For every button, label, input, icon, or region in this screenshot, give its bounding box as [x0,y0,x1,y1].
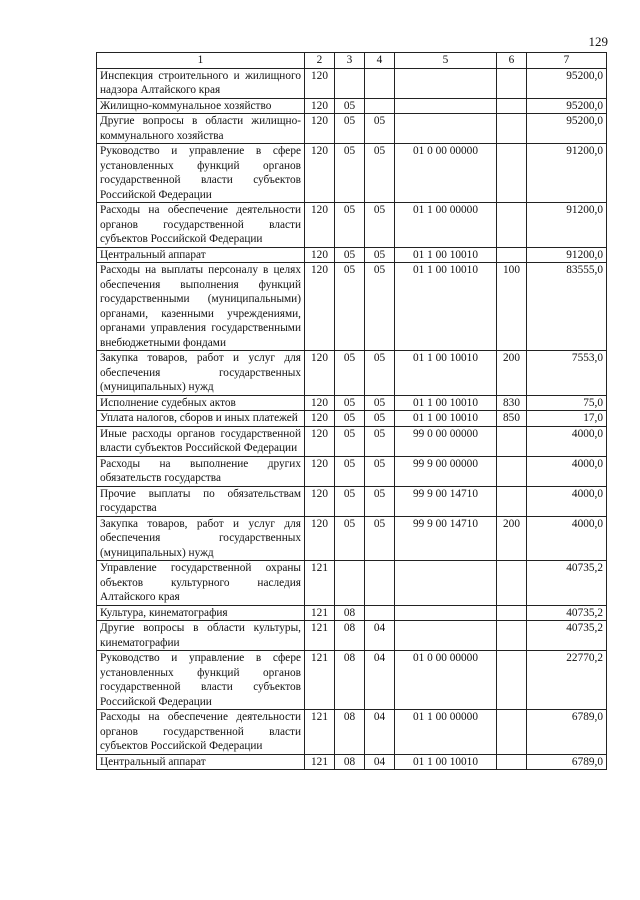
subsection-code-cell: 04 [365,651,395,710]
amount-cell: 4000,0 [527,456,607,486]
target-article-code-cell [395,605,497,621]
item-name-cell: Руководство и управление в сфере установленных функций органов государственной власти субъектов Российской Федерации [97,651,305,710]
admin-code-cell: 120 [305,426,335,456]
target-article-code-cell: 01 1 00 10010 [395,395,497,411]
table-row [97,710,607,755]
expense-type-code-cell [497,456,527,486]
table-row [97,486,607,516]
subsection-code-cell: 04 [365,710,395,755]
target-article-code-cell: 99 9 00 14710 [395,516,497,561]
target-article-code-cell: 01 1 00 00000 [395,203,497,248]
target-article-code-cell: 01 1 00 10010 [395,411,497,427]
admin-code-cell: 120 [305,351,335,396]
subsection-code-cell [365,605,395,621]
amount-cell: 91200,0 [527,247,607,263]
admin-code-cell: 120 [305,263,335,351]
table-row [97,114,607,144]
item-name-cell: Расходы на обеспечение деятельности органов государственной власти субъектов Российской Федерации [97,203,305,248]
subsection-code-cell: 04 [365,754,395,770]
item-name-cell: Расходы на выполнение других обязательств государства [97,456,305,486]
item-name-cell: Иные расходы органов государственной власти субъектов Российской Федерации [97,426,305,456]
target-article-code-cell [395,561,497,606]
section-code-cell: 05 [335,456,365,486]
expense-type-code-cell [497,561,527,606]
expense-type-code-cell [497,486,527,516]
item-name-cell: Уплата налогов, сборов и иных платежей [97,411,305,427]
section-code-cell: 05 [335,247,365,263]
amount-cell: 4000,0 [527,426,607,456]
header-row [97,53,607,69]
expense-type-code-cell [497,605,527,621]
section-code-cell: 08 [335,651,365,710]
section-code-cell: 05 [335,426,365,456]
table-row [97,754,607,770]
header-cell: 7 [527,53,607,69]
amount-cell: 91200,0 [527,203,607,248]
header-cell: 1 [97,53,305,69]
admin-code-cell: 120 [305,411,335,427]
header-cell: 3 [335,53,365,69]
admin-code-cell: 121 [305,561,335,606]
item-name-cell: Другие вопросы в области жилищно-коммунального хозяйства [97,114,305,144]
subsection-code-cell: 05 [365,203,395,248]
expense-type-code-cell [497,203,527,248]
expense-type-code-cell: 100 [497,263,527,351]
table-row [97,561,607,606]
table-row [97,456,607,486]
section-code-cell: 05 [335,144,365,203]
item-name-cell: Расходы на выплаты персоналу в целях обеспечения выполнения функций государственными (муниципальными) органами, казенными учреждениями, органами управления государственными внебюджетными фондами [97,263,305,351]
admin-code-cell: 120 [305,456,335,486]
amount-cell: 6789,0 [527,710,607,755]
target-article-code-cell: 01 1 00 10010 [395,754,497,770]
item-name-cell: Закупка товаров, работ и услуг для обеспечения государственных (муниципальных) нужд [97,351,305,396]
amount-cell: 95200,0 [527,68,607,98]
subsection-code-cell: 05 [365,516,395,561]
section-code-cell: 05 [335,98,365,114]
expense-type-code-cell [497,621,527,651]
table-row [97,621,607,651]
target-article-code-cell: 01 1 00 00000 [395,710,497,755]
admin-code-cell: 120 [305,98,335,114]
table-row [97,605,607,621]
amount-cell: 40735,2 [527,561,607,606]
amount-cell: 40735,2 [527,605,607,621]
amount-cell: 40735,2 [527,621,607,651]
table-row [97,144,607,203]
table-row [97,351,607,396]
table-row [97,516,607,561]
expense-type-code-cell [497,426,527,456]
subsection-code-cell [365,561,395,606]
target-article-code-cell [395,68,497,98]
expense-type-code-cell [497,114,527,144]
target-article-code-cell [395,114,497,144]
admin-code-cell: 121 [305,754,335,770]
target-article-code-cell: 99 0 00 00000 [395,426,497,456]
table-row [97,203,607,248]
item-name-cell: Центральный аппарат [97,754,305,770]
subsection-code-cell: 05 [365,247,395,263]
header-cell: 4 [365,53,395,69]
table-row [97,247,607,263]
section-code-cell: 05 [335,516,365,561]
admin-code-cell: 120 [305,516,335,561]
expense-type-code-cell [497,68,527,98]
target-article-code-cell: 99 9 00 00000 [395,456,497,486]
section-code-cell: 05 [335,411,365,427]
subsection-code-cell: 05 [365,351,395,396]
admin-code-cell: 121 [305,621,335,651]
item-name-cell: Центральный аппарат [97,247,305,263]
subsection-code-cell: 05 [365,411,395,427]
item-name-cell: Другие вопросы в области культуры, кинематографии [97,621,305,651]
target-article-code-cell: 01 1 00 10010 [395,247,497,263]
item-name-cell: Управление государственной охраны объектов культурного наследия Алтайского края [97,561,305,606]
expense-type-code-cell: 200 [497,516,527,561]
target-article-code-cell [395,621,497,651]
table-row [97,411,607,427]
admin-code-cell: 120 [305,144,335,203]
table-header [97,53,607,69]
expense-type-code-cell [497,754,527,770]
budget-table [96,52,607,770]
amount-cell: 7553,0 [527,351,607,396]
subsection-code-cell: 05 [365,395,395,411]
item-name-cell: Исполнение судебных актов [97,395,305,411]
admin-code-cell: 120 [305,68,335,98]
subsection-code-cell [365,98,395,114]
subsection-code-cell: 05 [365,114,395,144]
expense-type-code-cell: 850 [497,411,527,427]
amount-cell: 22770,2 [527,651,607,710]
subsection-code-cell: 05 [365,426,395,456]
target-article-code-cell: 01 0 00 00000 [395,651,497,710]
item-name-cell: Руководство и управление в сфере установленных функций органов государственной власти субъектов Российской Федерации [97,144,305,203]
section-code-cell: 05 [335,395,365,411]
table-row [97,395,607,411]
target-article-code-cell: 01 0 00 00000 [395,144,497,203]
subsection-code-cell: 04 [365,621,395,651]
admin-code-cell: 120 [305,395,335,411]
item-name-cell: Культура, кинематография [97,605,305,621]
admin-code-cell: 120 [305,114,335,144]
admin-code-cell: 120 [305,486,335,516]
amount-cell: 4000,0 [527,486,607,516]
table-row [97,263,607,351]
page-number: 129 [588,34,608,49]
section-code-cell: 08 [335,605,365,621]
subsection-code-cell: 05 [365,456,395,486]
item-name-cell: Инспекция строительного и жилищного надзора Алтайского края [97,68,305,98]
subsection-code-cell [365,68,395,98]
section-code-cell: 05 [335,351,365,396]
section-code-cell: 08 [335,710,365,755]
expense-type-code-cell [497,144,527,203]
section-code-cell: 05 [335,263,365,351]
amount-cell: 91200,0 [527,144,607,203]
header-cell: 2 [305,53,335,69]
amount-cell: 4000,0 [527,516,607,561]
expense-type-code-cell: 830 [497,395,527,411]
table-body [97,68,607,770]
target-article-code-cell [395,98,497,114]
section-code-cell [335,561,365,606]
item-name-cell: Расходы на обеспечение деятельности органов государственной власти субъектов Российской Федерации [97,710,305,755]
admin-code-cell: 121 [305,651,335,710]
item-name-cell: Жилищно-коммунальное хозяйство [97,98,305,114]
table-row [97,651,607,710]
item-name-cell: Прочие выплаты по обязательствам государства [97,486,305,516]
amount-cell: 95200,0 [527,114,607,144]
item-name-cell: Закупка товаров, работ и услуг для обеспечения государственных (муниципальных) нужд [97,516,305,561]
expense-type-code-cell: 200 [497,351,527,396]
expense-type-code-cell [497,98,527,114]
subsection-code-cell: 05 [365,144,395,203]
amount-cell: 75,0 [527,395,607,411]
table-row [97,426,607,456]
expense-type-code-cell [497,710,527,755]
amount-cell: 95200,0 [527,98,607,114]
section-code-cell: 08 [335,754,365,770]
admin-code-cell: 120 [305,247,335,263]
target-article-code-cell: 01 1 00 10010 [395,263,497,351]
amount-cell: 17,0 [527,411,607,427]
expense-type-code-cell [497,651,527,710]
admin-code-cell: 121 [305,605,335,621]
section-code-cell: 05 [335,203,365,248]
section-code-cell [335,68,365,98]
section-code-cell: 08 [335,621,365,651]
amount-cell: 83555,0 [527,263,607,351]
table-row [97,98,607,114]
header-cell: 6 [497,53,527,69]
section-code-cell: 05 [335,486,365,516]
admin-code-cell: 120 [305,203,335,248]
expense-type-code-cell [497,247,527,263]
table-row [97,68,607,98]
subsection-code-cell: 05 [365,486,395,516]
amount-cell: 6789,0 [527,754,607,770]
subsection-code-cell: 05 [365,263,395,351]
target-article-code-cell: 01 1 00 10010 [395,351,497,396]
header-cell: 5 [395,53,497,69]
target-article-code-cell: 99 9 00 14710 [395,486,497,516]
section-code-cell: 05 [335,114,365,144]
admin-code-cell: 121 [305,710,335,755]
